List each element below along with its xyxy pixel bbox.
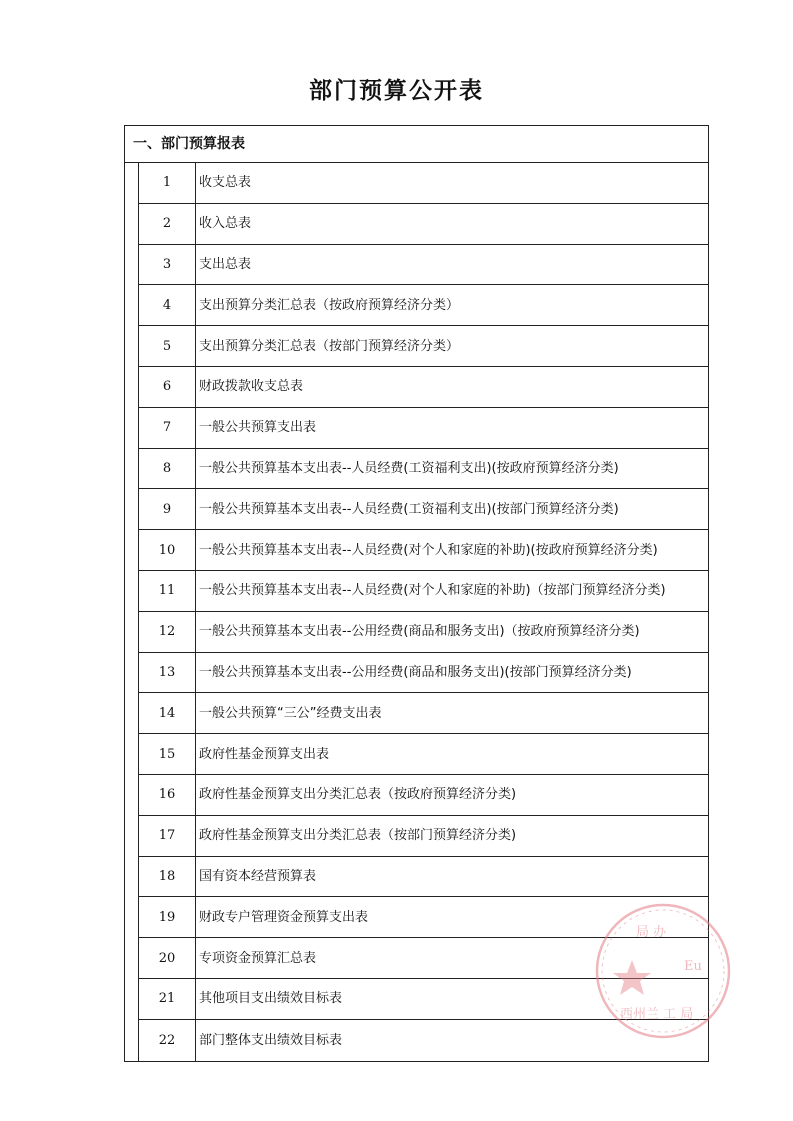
- table-row: [139, 693, 708, 734]
- table-row: [139, 857, 708, 898]
- seal-text-bottom: 西州兰 工 局: [620, 1007, 694, 1022]
- row-table-name: 一般公共预算基本支出表--人员经费(对个人和家庭的补助)（按部门预算经济分类): [199, 583, 666, 599]
- row-table-name: 一般公共预算基本支出表--公用经费(商品和服务支出)(按部门预算经济分类): [199, 664, 632, 680]
- row-table-name: 一般公共预算基本支出表--人员经费(工资福利支出)(按部门预算经济分类): [199, 501, 619, 517]
- row-table-name: 一般公共预算基本支出表--人员经费(对个人和家庭的补助)(按政府预算经济分类): [199, 542, 658, 558]
- row-number: 15: [139, 734, 196, 774]
- row-table-name: 一般公共预算基本支出表--人员经费(工资福利支出)(按政府预算经济分类): [199, 460, 619, 476]
- row-table-name: 支出预算分类汇总表（按政府预算经济分类）: [199, 297, 460, 313]
- row-table-name: 一般公共预算“三公”经费支出表: [199, 705, 382, 721]
- table-row: [139, 204, 708, 245]
- row-number: 16: [139, 775, 196, 815]
- section-header: 一、部门预算报表: [125, 126, 708, 163]
- table-row: [139, 245, 708, 286]
- table-row: [139, 775, 708, 816]
- row-number: 9: [139, 489, 196, 529]
- seal-text-side: Eu: [684, 959, 702, 974]
- table-row: [139, 326, 708, 367]
- row-table-name: 政府性基金预算支出分类汇总表（按部门预算经济分类): [199, 828, 517, 844]
- row-number: 2: [139, 204, 196, 244]
- row-table-name: 一般公共预算支出表: [199, 420, 317, 436]
- table-row: [139, 367, 708, 408]
- table-row: [139, 408, 708, 449]
- table-row: [139, 530, 708, 571]
- row-table-name: 一般公共预算基本支出表--公用经费(商品和服务支出)（按政府预算经济分类): [199, 624, 640, 640]
- table-rows: [138, 163, 708, 1061]
- row-number: 3: [139, 245, 196, 285]
- table-row: [139, 816, 708, 857]
- row-number: 21: [139, 979, 196, 1019]
- row-table-name: 其他项目支出绩效目标表: [199, 991, 343, 1007]
- row-table-name: 收入总表: [199, 216, 252, 232]
- table-row: [139, 449, 708, 490]
- row-table-name: 部门整体支出绩效目标表: [199, 1032, 343, 1048]
- row-number: 14: [139, 693, 196, 733]
- row-number: 20: [139, 938, 196, 978]
- page-title: 部门预算公开表: [309, 78, 484, 104]
- row-number: 5: [139, 326, 196, 366]
- table-row: [139, 897, 708, 938]
- row-table-name: 政府性基金预算支出表: [199, 746, 330, 762]
- row-table-name: 国有资本经营预算表: [199, 868, 317, 884]
- table-row: [139, 1020, 708, 1061]
- table-row: [139, 571, 708, 612]
- row-number: 19: [139, 897, 196, 937]
- table-row: [139, 979, 708, 1020]
- row-table-name: 支出预算分类汇总表（按部门预算经济分类）: [199, 338, 460, 354]
- table-row: [139, 489, 708, 530]
- seal-text-top: 局 办: [636, 925, 667, 940]
- row-table-name: 支出总表: [199, 256, 252, 272]
- row-number: 12: [139, 612, 196, 652]
- row-number: 4: [139, 285, 196, 325]
- table-row: [139, 285, 708, 326]
- table-row: [139, 612, 708, 653]
- row-table-name: 专项资金预算汇总表: [199, 950, 317, 966]
- row-number: 10: [139, 530, 196, 570]
- table-row: [139, 734, 708, 775]
- table-row: [139, 163, 708, 204]
- row-number: 18: [139, 857, 196, 897]
- row-number: 8: [139, 449, 196, 489]
- budget-table: [124, 125, 709, 1062]
- row-table-name: 收支总表: [199, 175, 252, 191]
- row-number: 6: [139, 367, 196, 407]
- row-table-name: 财政专户管理资金预算支出表: [199, 909, 369, 925]
- row-number: 11: [139, 571, 196, 611]
- row-number: 17: [139, 816, 196, 856]
- row-number: 1: [139, 163, 196, 203]
- row-table-name: 政府性基金预算支出分类汇总表（按政府预算经济分类): [199, 787, 517, 803]
- row-number: 13: [139, 653, 196, 693]
- table-row: [139, 653, 708, 694]
- table-row: [139, 938, 708, 979]
- row-number: 22: [139, 1020, 196, 1061]
- row-table-name: 财政拨款收支总表: [199, 379, 304, 395]
- row-number: 7: [139, 408, 196, 448]
